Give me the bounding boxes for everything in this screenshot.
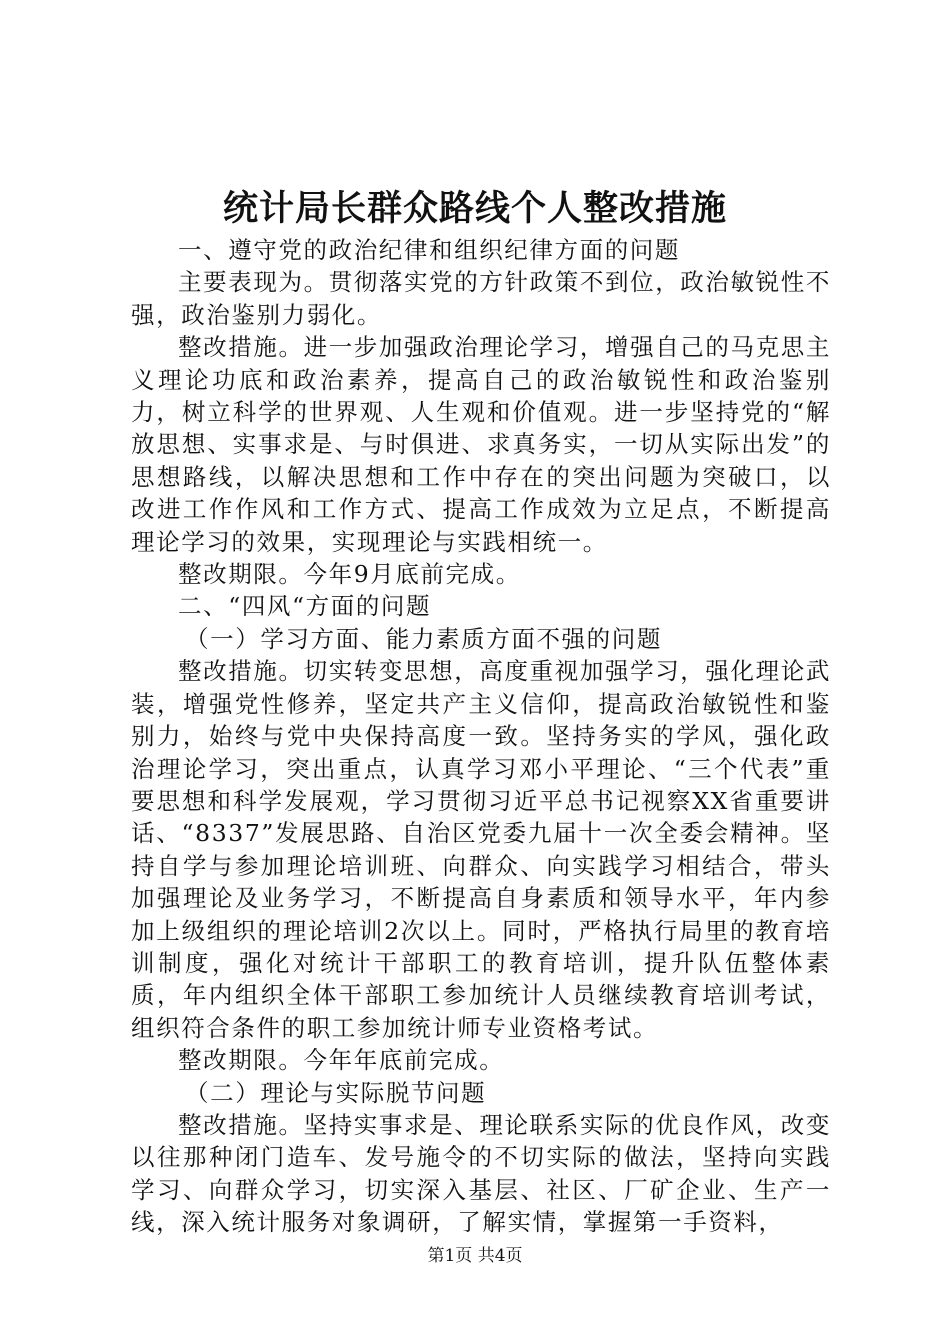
section-heading: 二、“四风“方面的问题 xyxy=(178,592,432,621)
subsection-heading: （一）学习方面、能力素质方面不强的问题 xyxy=(185,624,662,653)
section-heading: 一、遵守党的政治纪律和组织纪律方面的问题 xyxy=(178,236,680,264)
paragraph: 整改措施。坚持实事求是、理论联系实际的优良作风，改变以往那种闭门造车、发号施令的不切实际的做法，坚持向实践学习、向群众学习，切实深入基层、社区、厂矿企业、生产一线，深入统计服务对象调研，了解实情，掌握第一手资料， xyxy=(131,1110,831,1237)
document-title: 统计局长群众路线个人整改措施 xyxy=(222,188,727,229)
page-footer: 第1页 共4页 xyxy=(427,1246,523,1266)
paragraph: 整改措施。进一步加强政治理论学习，增强自己的马克思主义理论功底和政治素养，提高自己的政治敏锐性和政治鉴别力，树立科学的世界观、人生观和价值观。进一步坚持党的“解放思想、实事求是、与时俱进、求真务实，一切从实际出发”的思想路线，以解决思想和工作中存在的突出问题为突破口，以改进工作作风和工作方式、提高工作成效为立足点，不断提高理论学习的效果，实现理论与实践相统一。 xyxy=(131,333,831,556)
paragraph: 整改期限。今年年底前完成。 xyxy=(178,1046,505,1075)
paragraph: 主要表现为。贯彻落实党的方针政策不到位，政治敏锐性不强，政治鉴别力弱化。 xyxy=(131,268,831,329)
subsection-heading: （二）理论与实际脱节问题 xyxy=(185,1078,487,1107)
paragraph: 整改期限。今年9月底前完成。 xyxy=(178,560,521,589)
document-body xyxy=(131,234,831,1239)
paragraph: 整改措施。切实转变思想，高度重视加强学习，强化理论武装，增强党性修养，坚定共产主义信仰，提高政治敏锐性和鉴别力，始终与党中央保持高度一致。坚持务实的学风，强化政治理论学习，突出重点，认真学习邓小平理论、“三个代表”重要思想和科学发展观，学习贯彻习近平总书记视察XX省重要讲话、“8337”发展思路、自治区党委九届十一次全委会精神。坚持自学与参加理论培训班、向群众、向实践学习相结合，带头加强理论及业务学习，不断提高自身素质和领导水平，年内参加上级组织的理论培训2次以上。同时，严格执行局里的教育培训制度，强化对统计干部职工的教育培训，提升队伍整体素质，年内组织全体干部职工参加统计人员继续教育培训考试，组织符合条件的职工参加统计师专业资格考试。 xyxy=(131,657,831,1042)
